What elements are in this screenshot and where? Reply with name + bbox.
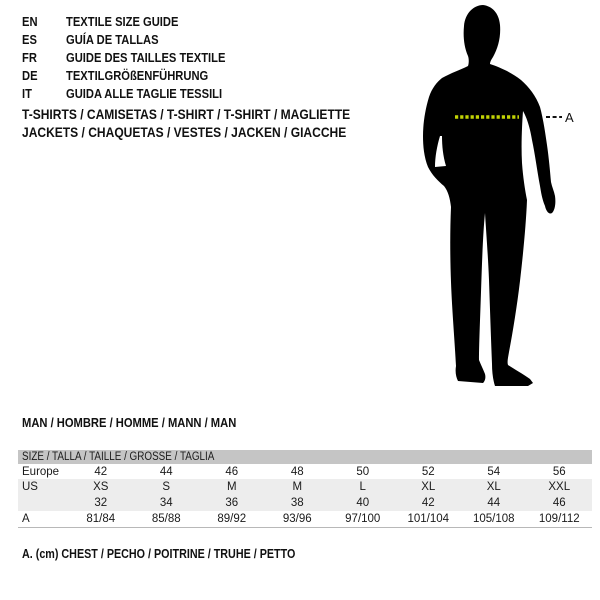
section-title-man: MAN / HOMBRE / HOMME / MANN / MAN xyxy=(22,415,237,430)
size-value: 54 xyxy=(487,465,501,478)
size-value: 105/108 xyxy=(472,513,515,525)
size-value: 97/100 xyxy=(345,513,381,525)
language-row xyxy=(22,30,251,48)
size-value: 46 xyxy=(552,497,566,509)
size-value: M xyxy=(226,481,237,493)
table-row-europe xyxy=(18,464,592,479)
size-value: 40 xyxy=(356,497,370,509)
measurement-figure xyxy=(390,0,600,396)
table-row-us-numeric xyxy=(18,495,592,511)
guide-title: GUÍA DE TALLAS xyxy=(66,31,159,47)
size-value: 42 xyxy=(421,497,435,509)
size-value: 38 xyxy=(290,497,304,509)
measurement-footnote: A. (cm) CHEST / PECHO / POITRINE / TRUHE / PETTO xyxy=(22,547,296,561)
man-silhouette-body xyxy=(423,5,555,386)
table-row-chest-cm xyxy=(18,511,592,528)
measure-label: A xyxy=(565,110,574,125)
size-value: M xyxy=(292,481,303,493)
size-value: XL xyxy=(421,481,436,493)
size-value: 85/88 xyxy=(151,513,181,525)
size-table-header: SIZE / TALLA / TAILLE / GRÖSSE / TAGLIA xyxy=(18,450,592,464)
size-value: L xyxy=(359,481,366,493)
language-row xyxy=(22,84,251,102)
size-value: 46 xyxy=(225,465,239,478)
size-value: 81/84 xyxy=(86,513,116,525)
garment-line-tshirts: T-SHIRTS / CAMISETAS / T-SHIRT / T-SHIRT / MAGLIETTE xyxy=(22,106,351,122)
language-row xyxy=(22,66,251,84)
size-value: XL xyxy=(486,481,501,493)
size-value: 50 xyxy=(356,465,370,478)
row-label: US xyxy=(22,481,38,493)
guide-title: GUIDE DES TAILLES TEXTILE xyxy=(66,49,226,65)
guide-title: GUIDA ALLE TAGLIE TESSILI xyxy=(66,85,223,101)
language-code: IT xyxy=(22,85,32,101)
language-code: DE xyxy=(22,67,38,83)
man-silhouette xyxy=(390,0,600,396)
size-value: 32 xyxy=(94,497,108,509)
size-value: 52 xyxy=(421,465,435,478)
language-code: FR xyxy=(22,49,37,65)
language-code: EN xyxy=(22,13,38,29)
language-row xyxy=(22,12,251,30)
size-value: 36 xyxy=(225,497,239,509)
size-value: 93/96 xyxy=(282,513,312,525)
size-value: XXL xyxy=(548,481,571,493)
garment-line-jackets: JACKETS / CHAQUETAS / VESTES / JACKEN / GIACCHE xyxy=(22,124,347,140)
language-row xyxy=(22,48,251,66)
size-value: 48 xyxy=(290,465,304,478)
row-label: A xyxy=(22,513,30,525)
size-value: 42 xyxy=(94,465,108,478)
size-value: 101/104 xyxy=(407,513,450,525)
size-value: 89/92 xyxy=(217,513,247,525)
size-value: 109/112 xyxy=(538,513,580,525)
size-value: 44 xyxy=(487,497,501,509)
language-code: ES xyxy=(22,31,37,47)
size-table xyxy=(18,450,592,528)
size-value: 56 xyxy=(552,465,566,478)
size-value: S xyxy=(162,481,171,493)
language-title-list xyxy=(22,12,251,102)
size-value: 44 xyxy=(159,465,173,478)
guide-title: TEXTILE SIZE GUIDE xyxy=(66,13,179,29)
table-row-us-letters xyxy=(18,479,592,495)
size-value: XS xyxy=(93,481,109,493)
size-value: 34 xyxy=(159,497,173,509)
garment-type-heading xyxy=(22,105,404,141)
row-label: Europe xyxy=(22,465,60,478)
guide-title: TEXTILGRÖßENFÜHRUNG xyxy=(66,67,209,83)
